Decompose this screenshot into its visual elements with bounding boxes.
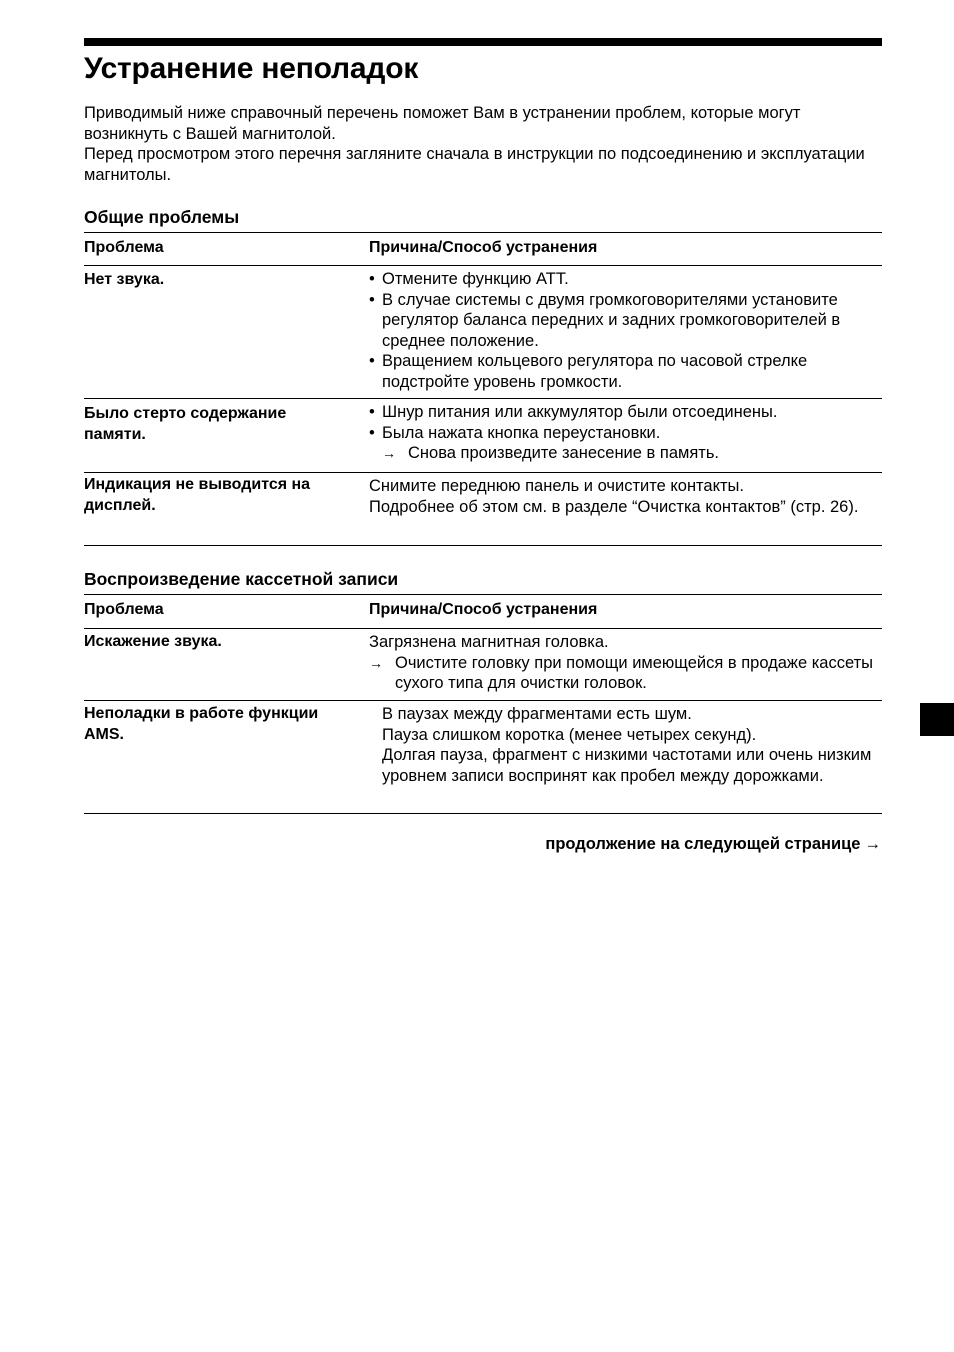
table-rule	[84, 628, 882, 629]
right-arrow-icon: →	[864, 835, 881, 853]
intro-paragraph-2: Перед просмотром этого перечня загляните сначала в инструкции по подсоединению и эксплуатации магнитолы.	[84, 145, 865, 184]
table-row-problem: Индикация не выводится на дисплей.	[84, 476, 311, 514]
table-rule	[84, 813, 882, 814]
table-row-cause	[369, 632, 874, 694]
bullet-item: • Вращением кольцевого регулятора по часовой стрелке подстройте уровень громкости.	[369, 351, 874, 392]
table-row-problem: Неполадки в работе функции AMS.	[84, 705, 319, 743]
table-rule	[84, 398, 882, 399]
cause-text: Пауза слишком коротка (менее четырех секунд).	[382, 725, 757, 744]
table-rule	[84, 594, 882, 595]
intro-paragraph-1: Приводимый ниже справочный перечень поможет Вам в устранении проблем, которые могут возникнуть с Вашей магнитолой.	[84, 104, 801, 143]
cause-text: Снимите переднюю панель и очистите контакты.	[369, 477, 745, 495]
top-heavy-rule	[84, 38, 882, 46]
arrow-item	[369, 653, 874, 694]
continued-label: продолжение на следующей странице	[545, 835, 861, 853]
table-row-cause	[369, 269, 874, 392]
black-index-tab	[920, 703, 954, 736]
table-rule	[84, 232, 882, 233]
table-row-cause	[369, 402, 874, 464]
cause-text: Подробнее об этом см. в разделе “Очистка контактов” (стр. 26).	[369, 497, 859, 516]
cause-text: В паузах между фрагментами есть шум.	[382, 705, 692, 723]
right-arrow-icon: →	[382, 445, 396, 461]
table-row-cause	[369, 476, 874, 517]
table-row-problem: Нет звука.	[84, 271, 165, 288]
cause-text: Загрязнена магнитная головка.	[369, 633, 609, 651]
bullet-item: • Отмените функцию ATT.	[369, 269, 874, 290]
table-row-problem: Искажение звука.	[84, 633, 222, 650]
column-header-cause: Причина/Способ устранения	[369, 601, 598, 618]
bullet-item: • В случае системы с двумя громкоговорителями установите регулятор баланса передних и задних громкоговорителей в среднее положение.	[369, 290, 874, 352]
section-title-cassette: Воспроизведение кассетной записи	[84, 569, 399, 589]
page-title: Устранение неполадок	[84, 52, 419, 85]
column-header-problem: Проблема	[84, 601, 164, 618]
table-rule	[84, 700, 882, 701]
table-rule	[84, 545, 882, 546]
bullet-item: • Шнур питания или аккумулятор были отсоединены.	[369, 402, 874, 423]
section-title-general: Общие проблемы	[84, 207, 240, 227]
table-rule	[84, 472, 882, 473]
table-row-problem: Было стерто содержание памяти.	[84, 405, 287, 443]
intro-text	[84, 103, 884, 185]
column-header-cause: Причина/Способ устранения	[369, 239, 598, 256]
table-row-cause	[382, 704, 877, 786]
table-rule	[84, 265, 882, 266]
column-header-problem: Проблема	[84, 239, 164, 256]
arrow-item	[382, 443, 874, 464]
arrow-item-text: Очистите головку при помощи имеющейся в продаже кассеты сухого типа для очистки головок.	[395, 653, 874, 692]
arrow-item-text: Снова произведите занесение в память.	[408, 444, 720, 462]
right-arrow-icon: →	[369, 654, 383, 671]
cause-text: Долгая пауза, фрагмент с низкими частотами или очень низким уровнем записи воспринят как пробел между дорожками.	[382, 746, 872, 785]
bullet-item: • Была нажата кнопка переустановки.	[369, 423, 874, 444]
continued-on-next-page	[545, 833, 881, 855]
